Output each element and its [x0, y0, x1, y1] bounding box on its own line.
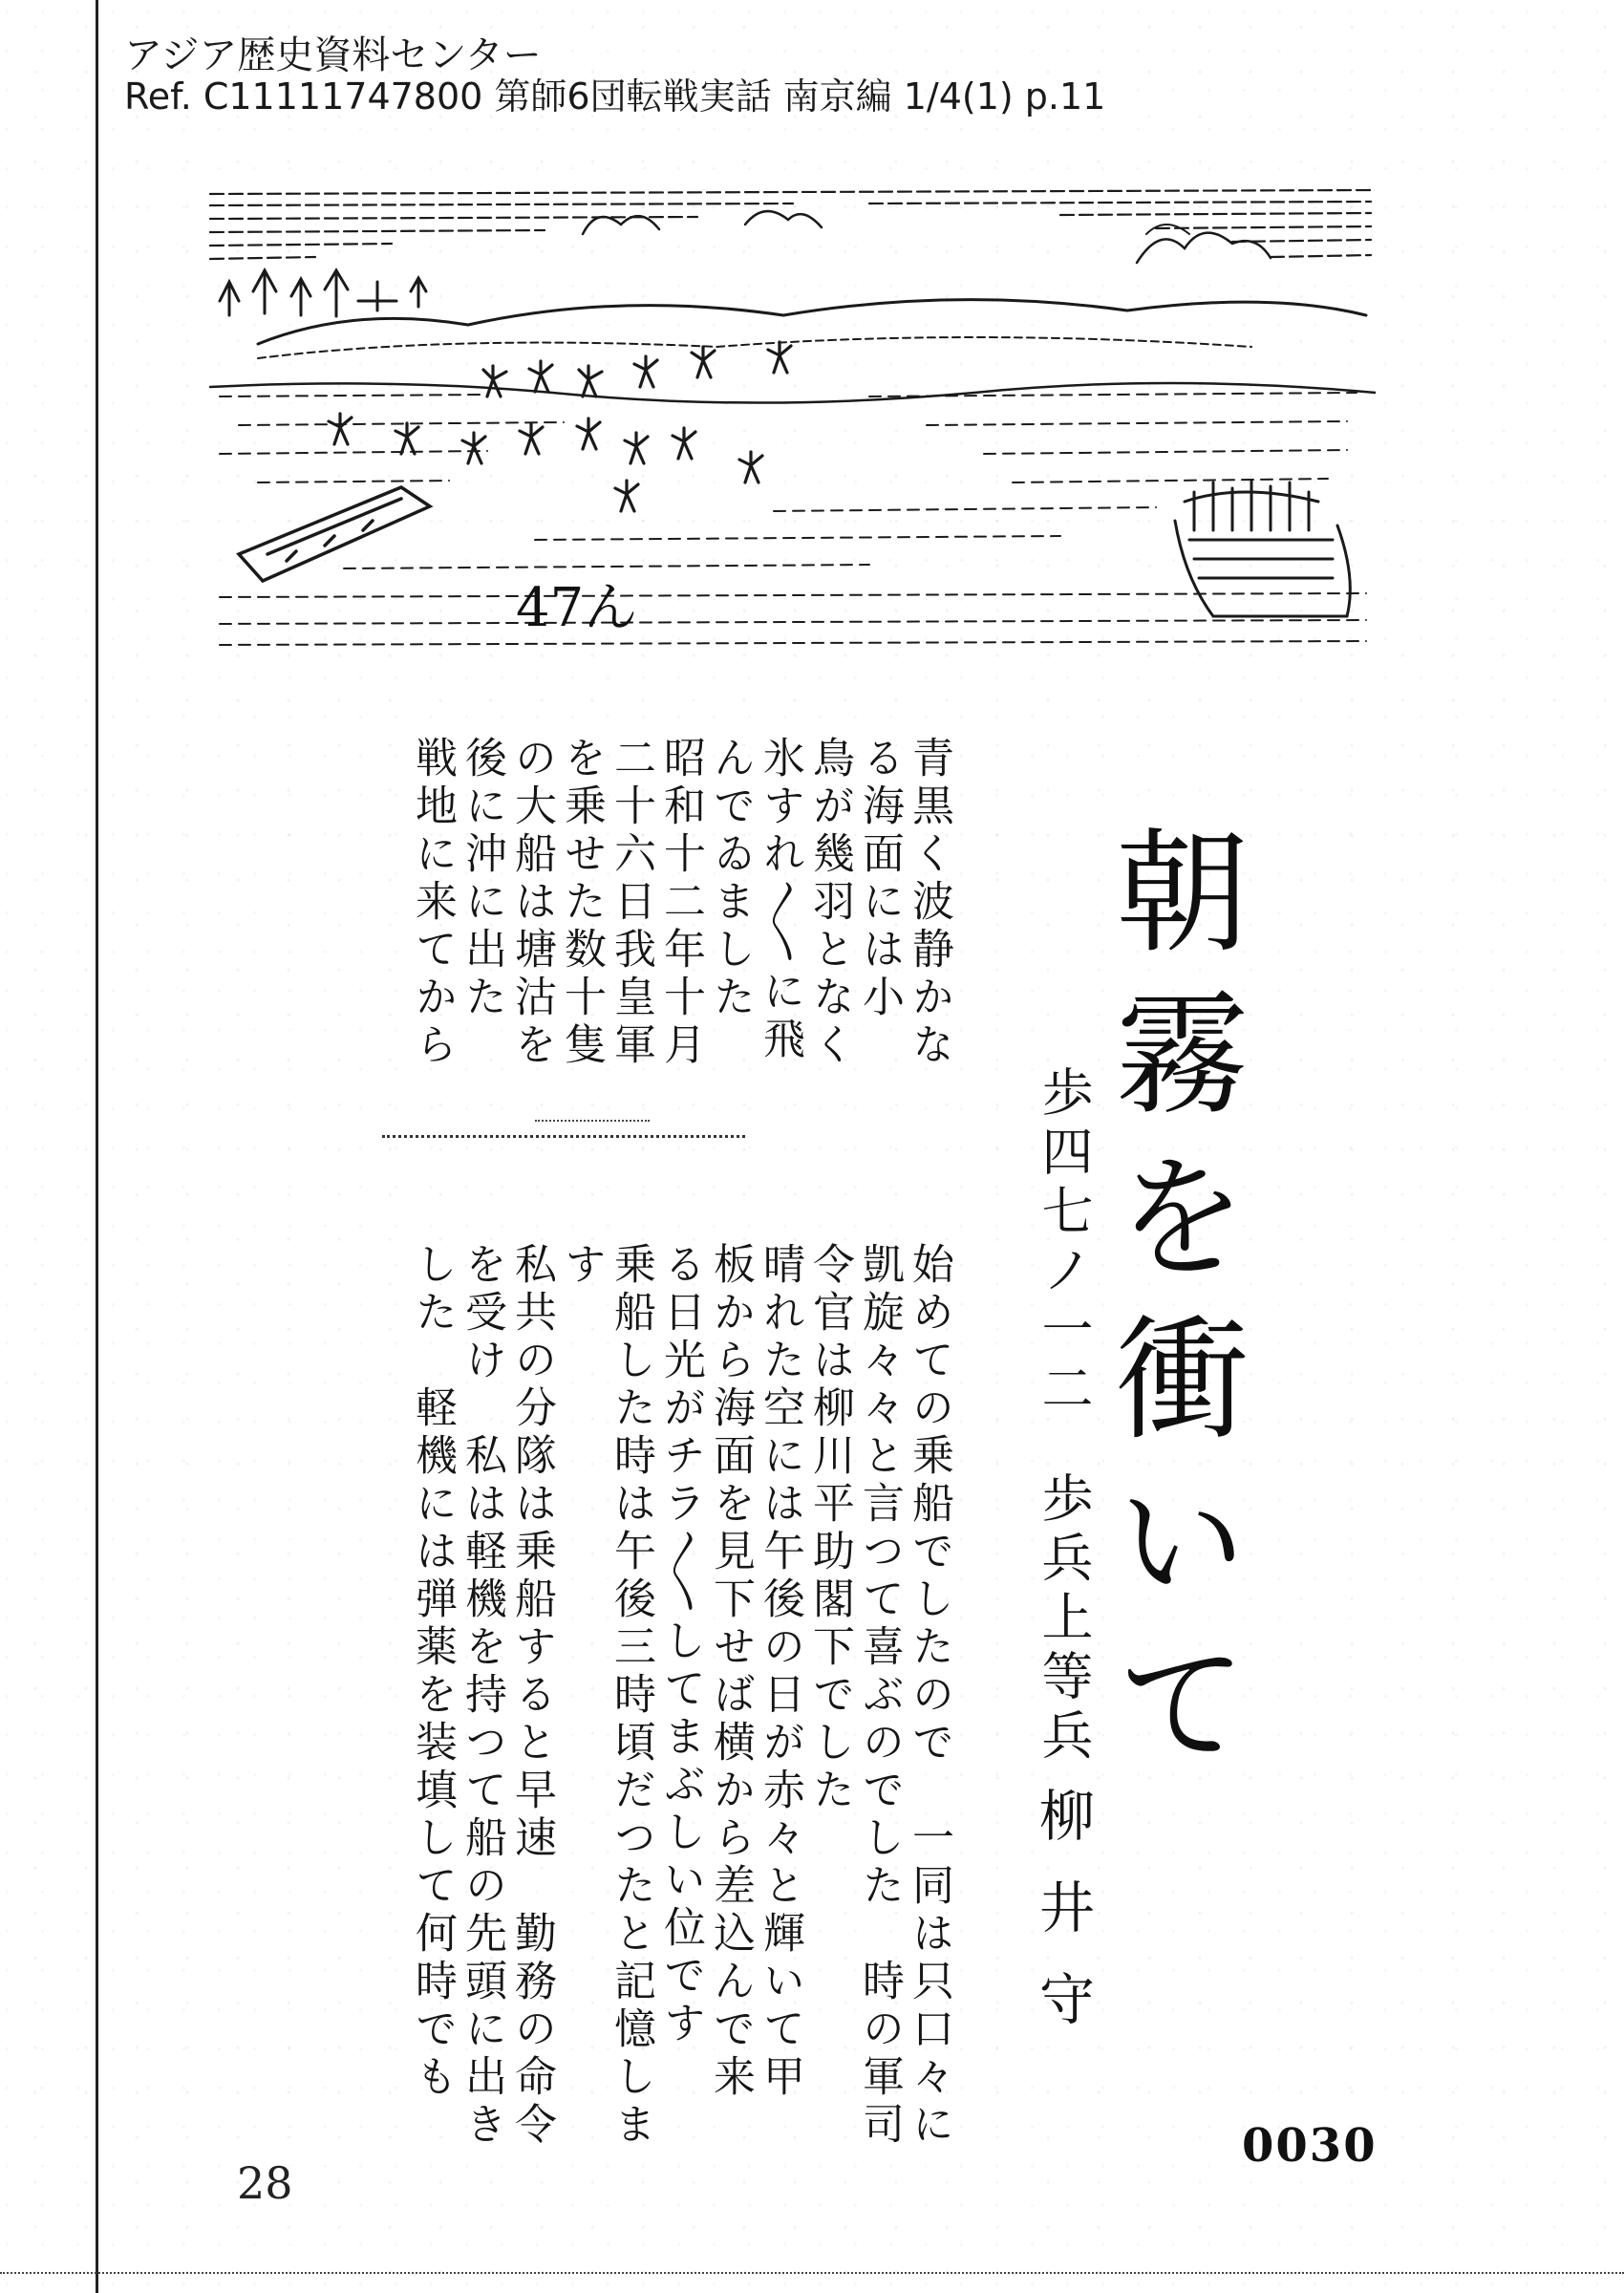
illustration-label: 47ん [516, 577, 638, 639]
lower-column-4: 晴れた空には午後の日が赤々と輝いて甲 [756, 1242, 804, 2102]
lower-column-7: 乗船した時は午後三時頃だつたと記憶しま [607, 1242, 655, 2150]
lower-column-3: 令官は柳川平助閣下でした [805, 1242, 854, 1815]
archive-title: アジア歴史資料センター [124, 33, 542, 77]
upper-column-10: 後に沖に出た [458, 736, 506, 1022]
upper-column-3: 鳥が幾羽となく [805, 736, 854, 1070]
author-unit: 歩四七ノ一二 [1034, 1065, 1094, 1421]
lower-column-5: 板から海面を見下せば横から差込んで来 [706, 1242, 755, 2102]
lower-column-9: 私共の分隊は乗船すると早速 勤務の命令 [507, 1242, 556, 2150]
lower-column-2: 凱旋々々と言つて喜ぶのでした 時の軍司 [855, 1242, 904, 2150]
upper-column-7: 二十六日我皇軍 [607, 736, 655, 1070]
beach-landing-sketch-icon [201, 177, 1376, 654]
upper-column-11: 戦地に来てから [408, 736, 457, 1070]
lower-column-1: 始めての乗船でしたので 一同は只口々に [905, 1242, 953, 2150]
lower-column-11: した 軽機には弾薬を装填して何時でも [408, 1242, 457, 2102]
lower-column-10: を受け 私は軽機を持つて船の先頭に出き [458, 1242, 506, 2150]
upper-column-4: 氷すれ〳〵に飛 [756, 736, 804, 1064]
lower-column-6: る日光がチラ〳〵してまぶしい位です [656, 1242, 705, 2048]
upper-column-6: 昭和十二年十月 [656, 736, 705, 1070]
archive-header [124, 33, 1106, 118]
bottom-edge-rule [0, 2272, 1624, 2276]
frame-number: 0030 [1242, 2119, 1378, 2173]
author-name: 柳井守 [1030, 1787, 1095, 2062]
page-number: 28 [237, 2157, 293, 2209]
upper-column-1: 青黒く波静かな [905, 736, 953, 1070]
upper-column-5: んでゐました [706, 736, 755, 1022]
section-divider-short [535, 1120, 650, 1122]
lower-column-8: す [557, 1242, 606, 1290]
author-rank: 歩兵上等兵 [1034, 1471, 1094, 1768]
section-divider [382, 1135, 745, 1138]
binding-edge-rule [96, 0, 98, 2293]
article-title: 朝霧を衝いて [1093, 822, 1249, 1796]
upper-column-8: を乗せた数十隻 [557, 736, 606, 1070]
upper-column-9: の大船は塘沽を [507, 736, 556, 1070]
archive-reference: Ref. C11111747800 第師6団転戦実話 南京編 1/4(1) p.11 [124, 75, 1106, 118]
upper-column-2: る海面には小 [855, 736, 904, 1022]
